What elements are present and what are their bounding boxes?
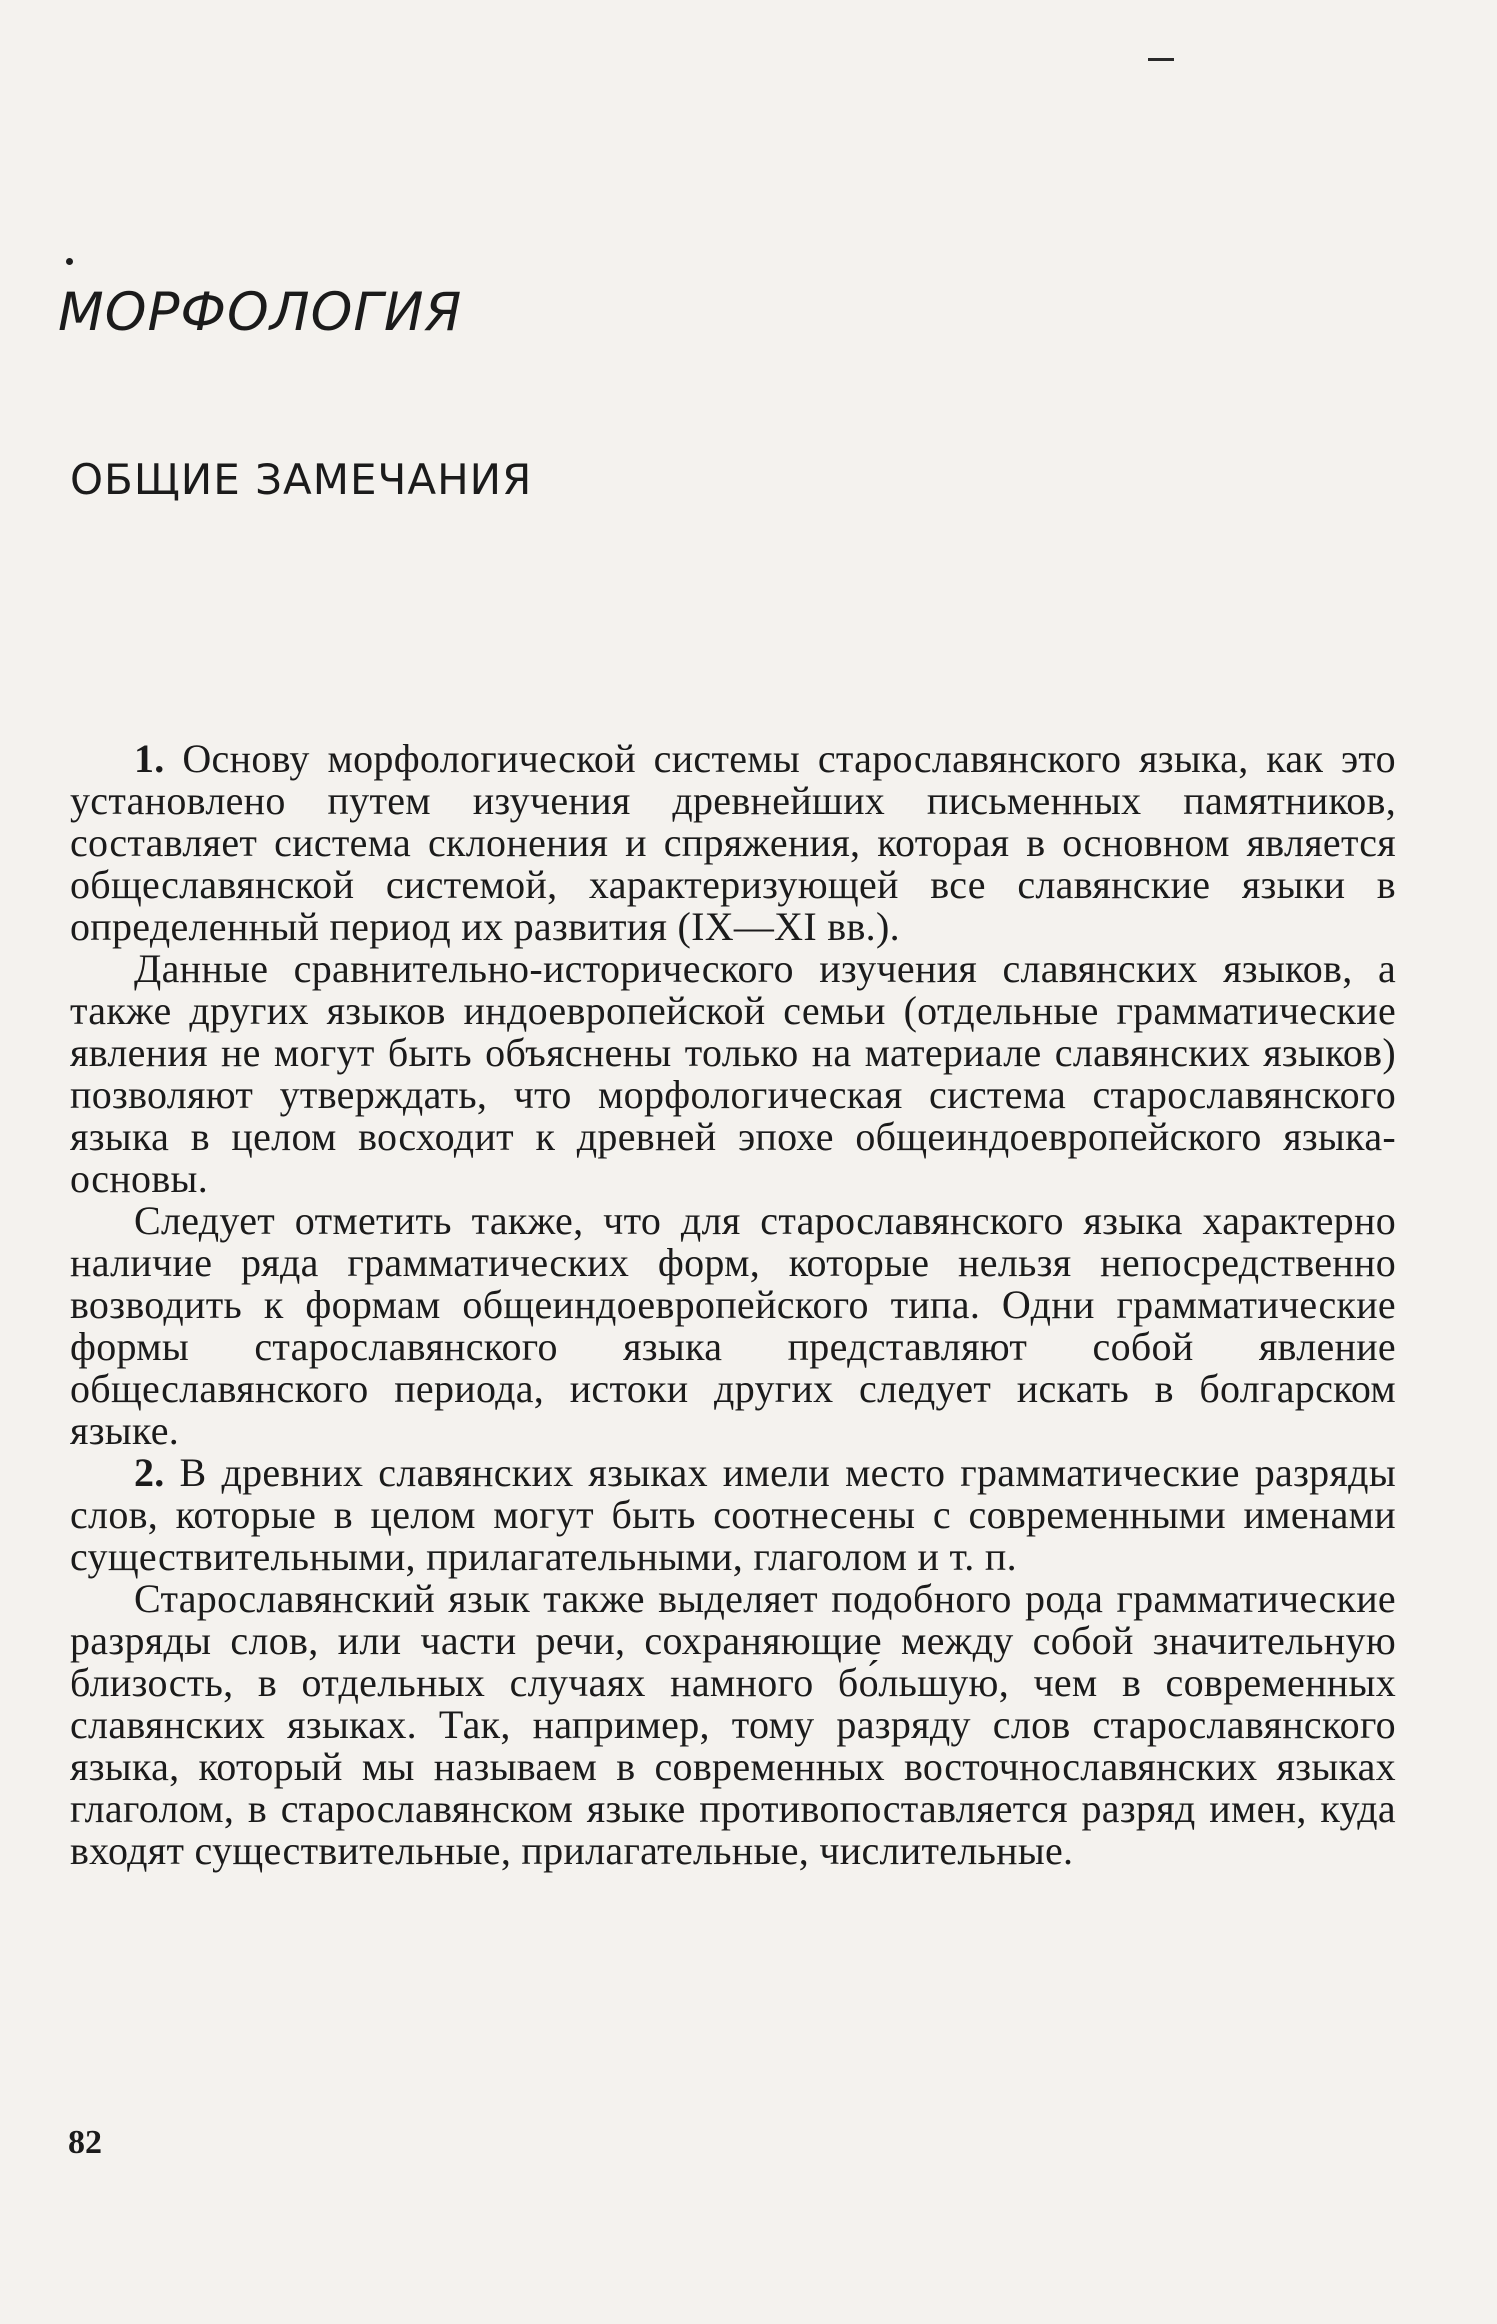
print-speck (66, 258, 73, 265)
paragraph-text: Основу морфологической системы старославянского языка, как это установлено путем изучения древнейших письменных памятников, составляет система склонения и спряжения, которая в основном является общеславянской системой, характеризующей все славянские языки в определенный период их развития (IX—XI вв.). (70, 736, 1396, 949)
print-mark (1148, 58, 1174, 61)
paragraph (70, 1200, 1396, 1452)
paragraph (70, 738, 1396, 948)
paragraph (70, 1578, 1396, 1872)
paragraph-number: 1. (134, 736, 165, 781)
paragraph-text: Старославянский язык также выделяет подобного рода грамматические разряды слов, или части речи, сохраняющие между собой значительную близость, в отдельных случаях намного бо́льшую, чем в современных славянских языках. Так, например, тому разряду слов старославянского языка, который мы называем в современных восточнославянских языках глаголом, в старославянском языке противопоставляется разряд имен, куда входят существительные, прилагательные, числительные. (70, 1576, 1396, 1873)
paragraph-text: В древних славянских языках имели место грамматические разряды слов, которые в целом могут быть соотнесены с современными именами существительными, прилагательными, глаголом и т. п. (70, 1450, 1396, 1579)
body-text (70, 738, 1396, 1872)
paragraph (70, 948, 1396, 1200)
section-title: ОБЩИЕ ЗАМЕЧАНИЯ (70, 455, 533, 504)
chapter-title: МОРФОЛОГИЯ (58, 282, 463, 343)
paragraph (70, 1452, 1396, 1578)
paragraph-text: Следует отметить также, что для старославянского языка характерно наличие ряда грамматических форм, которые нельзя непосредственно возводить к формам общеиндоевропейского типа. Одни грамматические формы старославянского языка представляют собой явление общеславянского периода, истоки других следует искать в болгарском языке. (70, 1198, 1396, 1453)
page-number: 82 (68, 2124, 102, 2161)
paragraph-text: Данные сравнительно-исторического изучения славянских языков, а также других языков индоевропейской семьи (отдельные грамматические явления не могут быть объяснены только на материале славянских языков) позволяют утверждать, что морфологическая система старославянского языка в целом восходит к древней эпохе общеиндоевропейского языка-основы. (70, 946, 1396, 1201)
paragraph-number: 2. (134, 1450, 165, 1495)
